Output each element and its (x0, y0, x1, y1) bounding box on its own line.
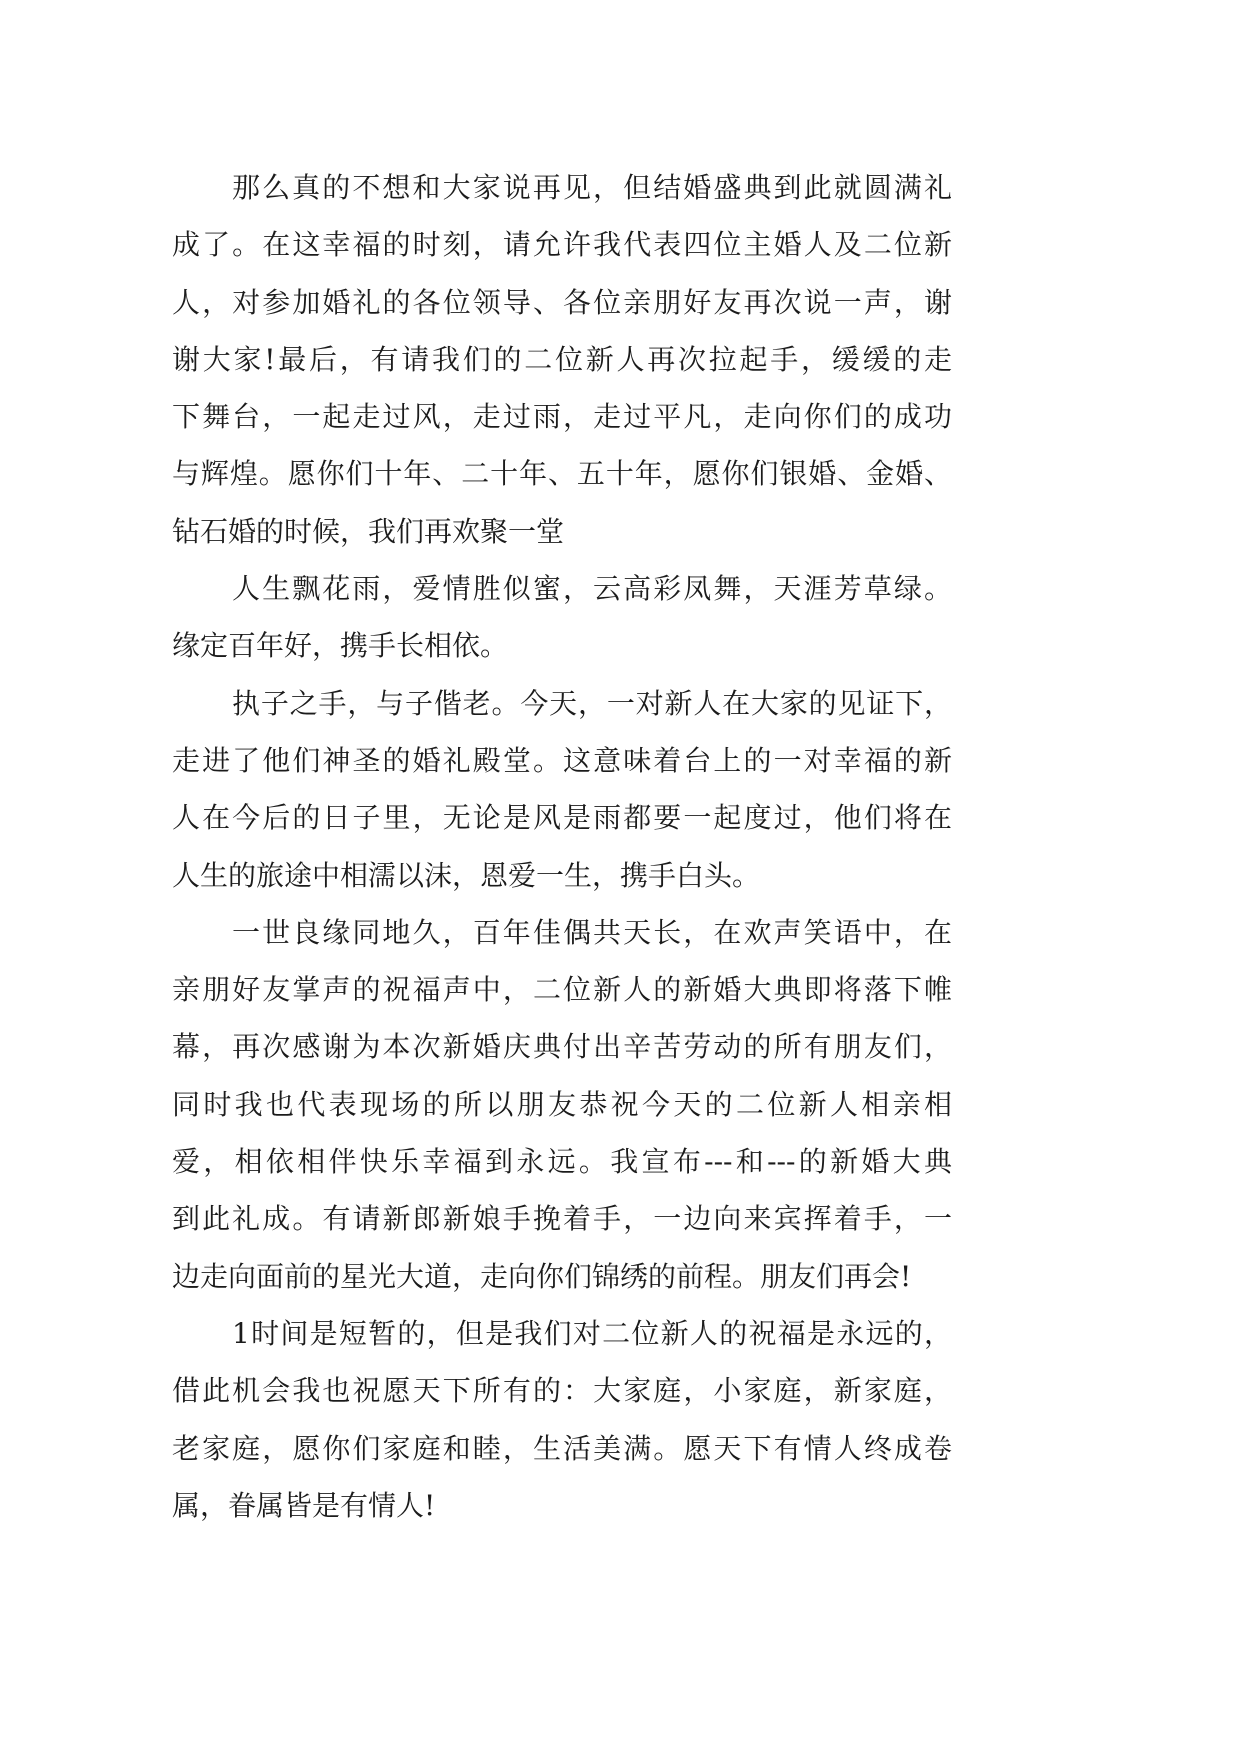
text-line: 人生的旅途中相濡以沫，恩爱一生，携手白头。 (172, 858, 761, 892)
text-line: 与辉煌。愿你们十年、二十年、五十年，愿你们银婚、金婚、 (172, 457, 952, 491)
text-line: 属，眷属皆是有情人! (172, 1488, 436, 1522)
text-line: 边走向面前的星光大道，走向你们锦绣的前程。朋友们再会! (172, 1259, 912, 1293)
text-line: 钻石婚的时候，我们再欢聚一堂 (172, 514, 565, 548)
text-line: 幕，再次感谢为本次新婚庆典付出辛苦劳动的所有朋友们， (172, 1030, 952, 1064)
text-line: 成了。在这幸福的时刻，请允许我代表四位主婚人及二位新 (172, 228, 952, 262)
text-line: 那么真的不想和大家说再见，但结婚盛典到此就圆满礼 (232, 171, 952, 204)
paragraph-verse (172, 560, 952, 675)
text-line: 下舞台，一起走过风，走过雨，走过平凡，走向你们的成功 (172, 400, 952, 434)
text-line: 谢大家!最后，有请我们的二位新人再次拉起手，缓缓的走 (172, 342, 952, 376)
text-line: 执子之手，与子偕老。今天，一对新人在大家的见证下， (232, 686, 952, 720)
text-line: 人生飘花雨，爱情胜似蜜，云高彩凤舞，天涯芳草绿。 (232, 572, 952, 606)
text-line: 人在今后的日子里，无论是风是雨都要一起度过，他们将在 (172, 801, 952, 835)
text-line: 老家庭，愿你们家庭和睦，生活美满。愿天下有情人终成卷 (172, 1431, 952, 1465)
text-line: 缘定百年好，携手长相依。 (172, 629, 509, 663)
paragraph-blessing (172, 1305, 952, 1534)
text-line: 借此机会我也祝愿天下所有的：大家庭，小家庭，新家庭， (172, 1374, 952, 1408)
paragraph-vows (172, 675, 952, 904)
text-line: 亲朋好友掌声的祝福声中，二位新人的新婚大典即将落下帷 (172, 973, 952, 1007)
text-line: 爱，相依相伴快乐幸福到永远。我宣布---和---的新婚大典 (172, 1145, 952, 1179)
text-line: 一世良缘同地久，百年佳偶共天长，在欢声笑语中，在 (232, 915, 952, 949)
text-line: 走进了他们神圣的婚礼殿堂。这意味着台上的一对幸福的新 (172, 743, 952, 777)
text-line: 人，对参加婚礼的各位领导、各位亲朋好友再次说一声，谢 (172, 285, 952, 319)
paragraph-farewell (172, 159, 952, 560)
paragraph-closing (172, 904, 952, 1305)
text-line: 到此礼成。有请新郎新娘手挽着手，一边向来宾挥着手，一 (172, 1202, 952, 1236)
document-body (172, 159, 952, 1534)
text-line: 同时我也代表现场的所以朋友恭祝今天的二位新人相亲相 (172, 1087, 952, 1121)
text-line: 1时间是短暂的，但是我们对二位新人的祝福是永远的， (232, 1316, 952, 1350)
